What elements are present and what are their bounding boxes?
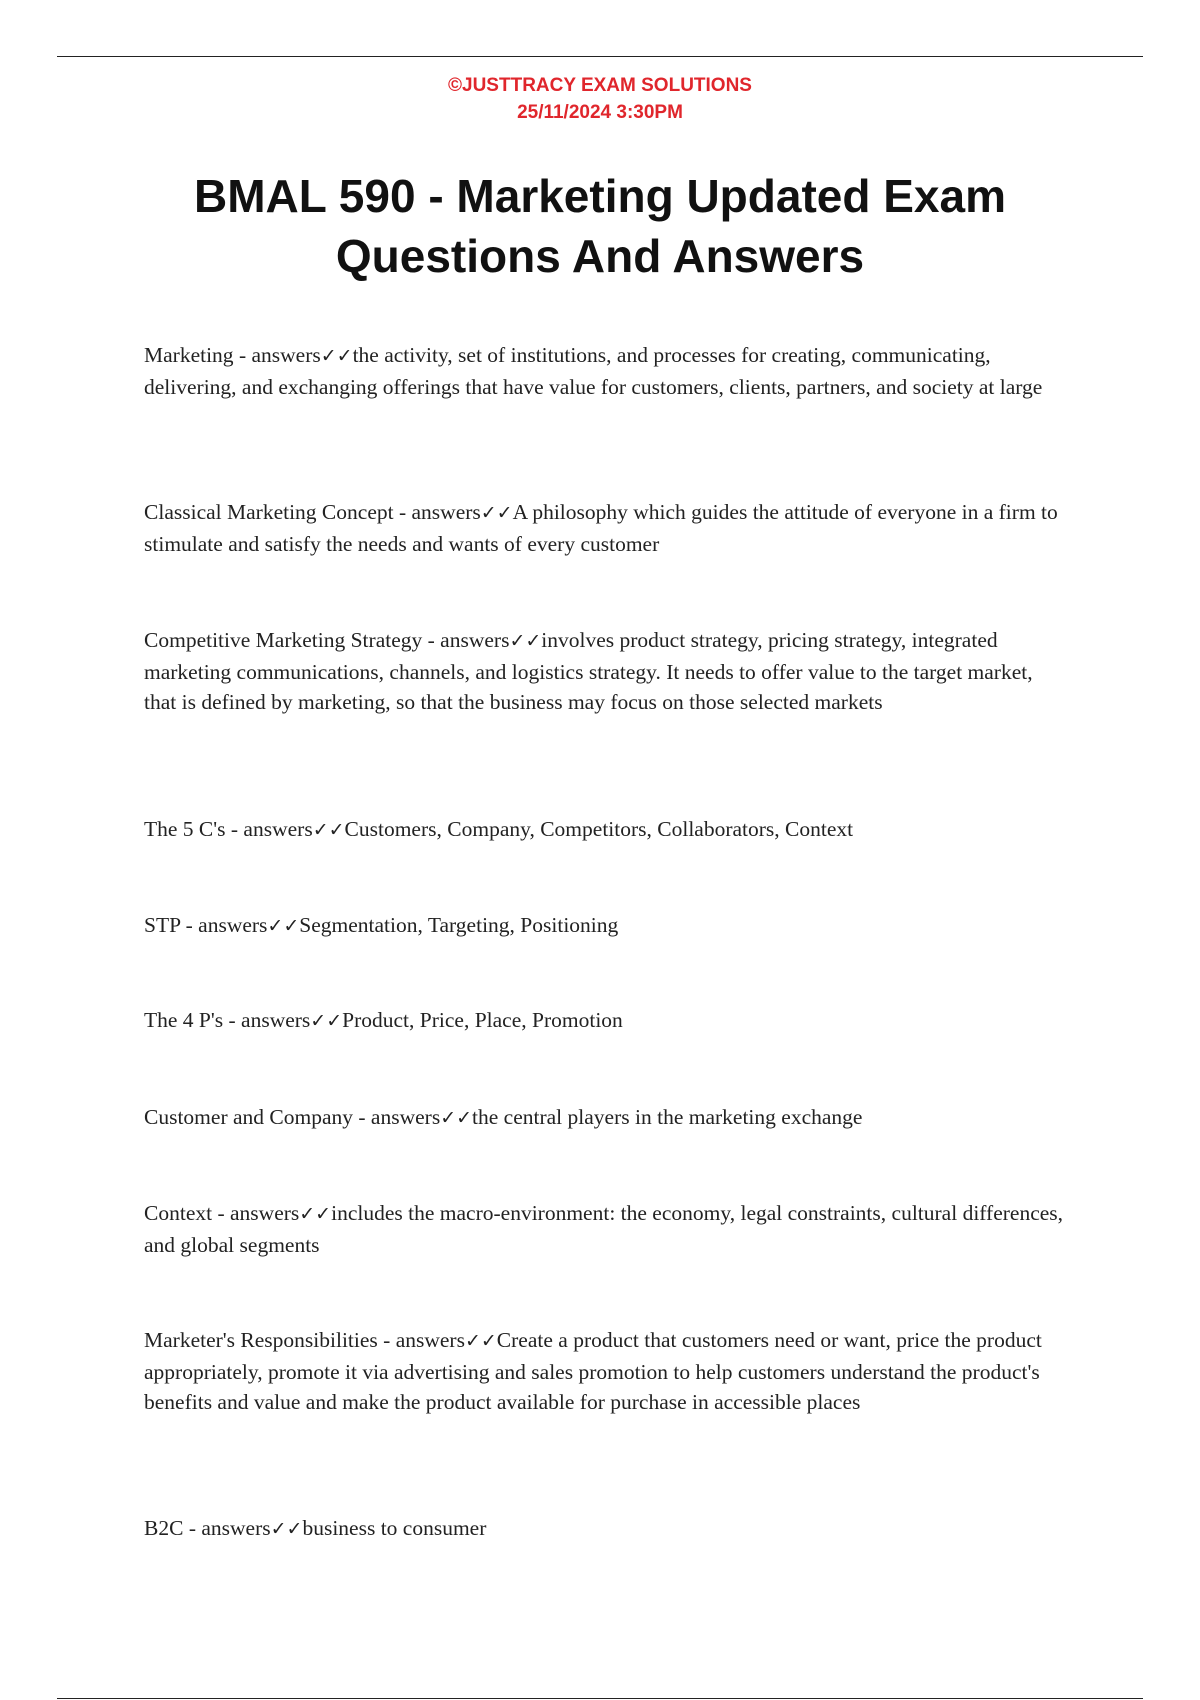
watermark-timestamp: 25/11/2024 3:30PM — [517, 102, 683, 123]
qa-term: Competitive Marketing Strategy — [144, 628, 423, 652]
bottom-rule — [57, 1698, 1143, 1699]
qa-definition: A philosophy which guides the attitude of everyone in a firm to stimulate and satisfy the needs and wants of every customer — [144, 500, 1058, 556]
qa-term: Marketing — [144, 343, 234, 367]
double-check-icon: ✓✓ — [312, 819, 345, 841]
qa-entry — [144, 340, 1064, 402]
double-check-icon: ✓✓ — [464, 1330, 497, 1352]
qa-definition: includes the macro-environment: the economy, legal constraints, cultural differences, and global segments — [144, 1201, 1064, 1257]
qa-definition: Segmentation, Targeting, Positioning — [299, 913, 619, 937]
qa-separator: - answers — [377, 1328, 465, 1352]
qa-entry — [144, 1513, 1064, 1545]
qa-term: Marketer's Responsibilities — [144, 1328, 378, 1352]
qa-entry — [144, 1325, 1064, 1418]
qa-entry — [144, 1102, 1064, 1134]
double-check-icon: ✓✓ — [267, 915, 300, 937]
qa-entry — [144, 910, 1064, 942]
qa-separator: - answers — [183, 1516, 271, 1540]
qa-separator: - answers — [422, 628, 510, 652]
qa-term: Context — [144, 1201, 213, 1225]
qa-definition: the central players in the marketing exchange — [472, 1105, 863, 1129]
double-check-icon: ✓✓ — [270, 1518, 303, 1540]
qa-entry — [144, 625, 1064, 718]
double-check-icon: ✓✓ — [509, 630, 542, 652]
qa-definition: involves product strategy, pricing strategy, integrated marketing communications, channels, and logistics strategy. It needs to offer value to the target market, that is defined by marketing, so that the business may focus on those selected markets — [144, 628, 1033, 714]
qa-separator: - answers — [225, 817, 313, 841]
double-check-icon: ✓✓ — [320, 345, 353, 367]
qa-definition: business to consumer — [302, 1516, 487, 1540]
qa-entry — [144, 814, 1064, 846]
qa-entry — [144, 497, 1064, 559]
top-rule — [57, 56, 1143, 57]
qa-term: B2C — [144, 1516, 184, 1540]
qa-separator: - answers — [212, 1201, 300, 1225]
qa-separator: - answers — [223, 1008, 311, 1032]
qa-separator: - answers — [233, 343, 321, 367]
qa-term: The 4 P's — [144, 1008, 224, 1032]
qa-entry — [144, 1005, 1064, 1037]
qa-term: Customer and Company — [144, 1105, 354, 1129]
qa-separator: - answers — [393, 500, 481, 524]
qa-term: STP — [144, 913, 181, 937]
watermark — [0, 72, 1200, 126]
qa-definition: Product, Price, Place, Promotion — [342, 1008, 623, 1032]
double-check-icon: ✓✓ — [299, 1203, 332, 1225]
qa-term: The 5 C's — [144, 817, 226, 841]
qa-entry — [144, 1198, 1064, 1260]
qa-definition: Customers, Company, Competitors, Collaborators, Context — [344, 817, 854, 841]
qa-separator: - answers — [180, 913, 268, 937]
qa-term: Classical Marketing Concept — [144, 500, 394, 524]
qa-separator: - answers — [353, 1105, 441, 1129]
double-check-icon: ✓✓ — [480, 502, 513, 524]
watermark-brand: ©JUSTTRACY EXAM SOLUTIONS — [448, 75, 752, 96]
document-title: BMAL 590 - Marketing Updated Exam Questions And Answers — [193, 170, 1006, 282]
qa-definition: the activity, set of institutions, and processes for creating, communicating, delivering, and exchanging offerings that have value for customers, clients, partners, and society at large — [144, 343, 1043, 399]
double-check-icon: ✓✓ — [440, 1107, 473, 1129]
qa-definition: Create a product that customers need or want, price the product appropriately, promote it via advertising and sales promotion to help customers understand the product's benefits and value and make the product available for purchase in accessible places — [144, 1328, 1042, 1414]
double-check-icon: ✓✓ — [310, 1010, 343, 1032]
